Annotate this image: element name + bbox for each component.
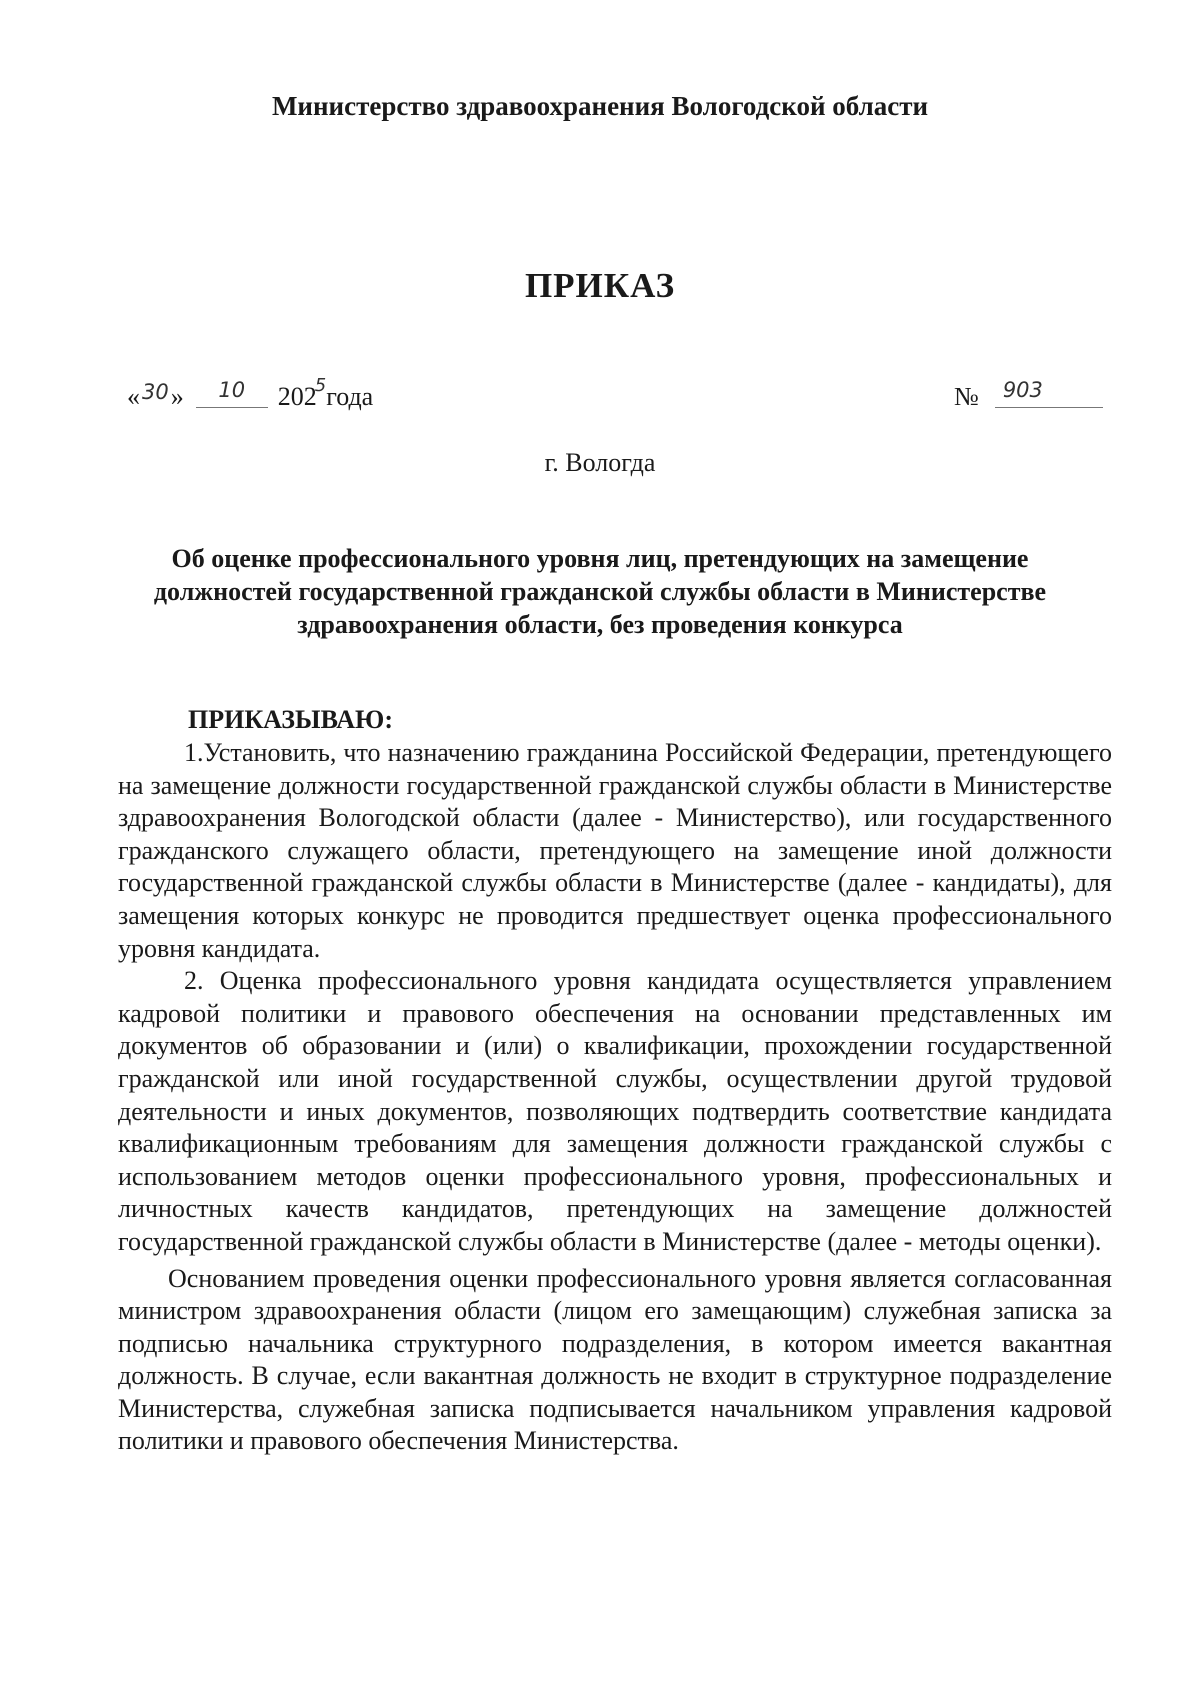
- date-close-quote: »: [170, 382, 184, 411]
- date-year-word: года: [326, 382, 374, 411]
- paragraph-2: 2. Оценка профессионального уровня кандидата осуществляется управлением кадровой политики и правового обеспечения на основании представленных им документов об образовании и (или) о квалификации, прохождении государственной гражданской или иной государственной службы, осуществлении другой трудовой деятельности и иных документов, позволяющих подтвердить соответствие кандидата квалификационным требованиям для замещения должности гражданской службы с использованием методов оценки профессионального уровня, профессиональных и личностных качеств кандидатов, претендующих на замещение должностей государственной гражданской службы области в Министерстве (далее - методы оценки).: [118, 966, 1112, 1256]
- order-date: [127, 375, 374, 417]
- number-handwritten: 903: [995, 373, 1103, 408]
- order-heading: ПРИКАЗЫВАЮ:: [188, 705, 393, 734]
- paragraph-1: 1.Установить, что назначению гражданина Российской Федерации, претендующего на замещение должности государственной гражданской службы области в Министерстве здравоохранения Вологодской области (далее - Министерство), или государственного гражданского служащего области, претендующего на замещение иной должности государственной гражданской службы области в Министерстве (далее - кандидаты), для замещения которых конкурс не проводится предшествует оценка профессионального уровня кандидата.: [118, 738, 1112, 963]
- date-day-handwritten: 30: [142, 380, 169, 404]
- order-body: [118, 737, 1112, 1458]
- order-subject: Об оценке профессионального уровня лиц, претендующих на замещение должностей государственной гражданской службы области в Министерстве здравоохранения области, без проведения конкурса: [153, 544, 1047, 639]
- date-open-quote: «: [127, 382, 140, 411]
- date-month-handwritten: 10: [196, 373, 268, 408]
- document-title: ПРИКАЗ: [524, 266, 676, 305]
- date-year-prefix: 202: [277, 382, 317, 411]
- city: г. Вологда: [544, 448, 656, 477]
- paragraph-3: Основанием проведения оценки профессионального уровня является согласованная министром здравоохранения области (лицом его замещающим) служебная записка за подписью начальника структурного подразделения, в котором имеется вакантная должность. В случае, если вакантная должность не входит в структурное подразделение Министерства, служебная записка подписывается начальником управления кадровой политики и правового обеспечения Министерства.: [118, 1263, 1112, 1456]
- ministry-name: Министерство здравоохранения Вологодской области: [271, 91, 929, 121]
- date-year-handwritten: 5: [314, 375, 327, 396]
- number-label: №: [954, 382, 979, 411]
- order-number: [954, 380, 1103, 416]
